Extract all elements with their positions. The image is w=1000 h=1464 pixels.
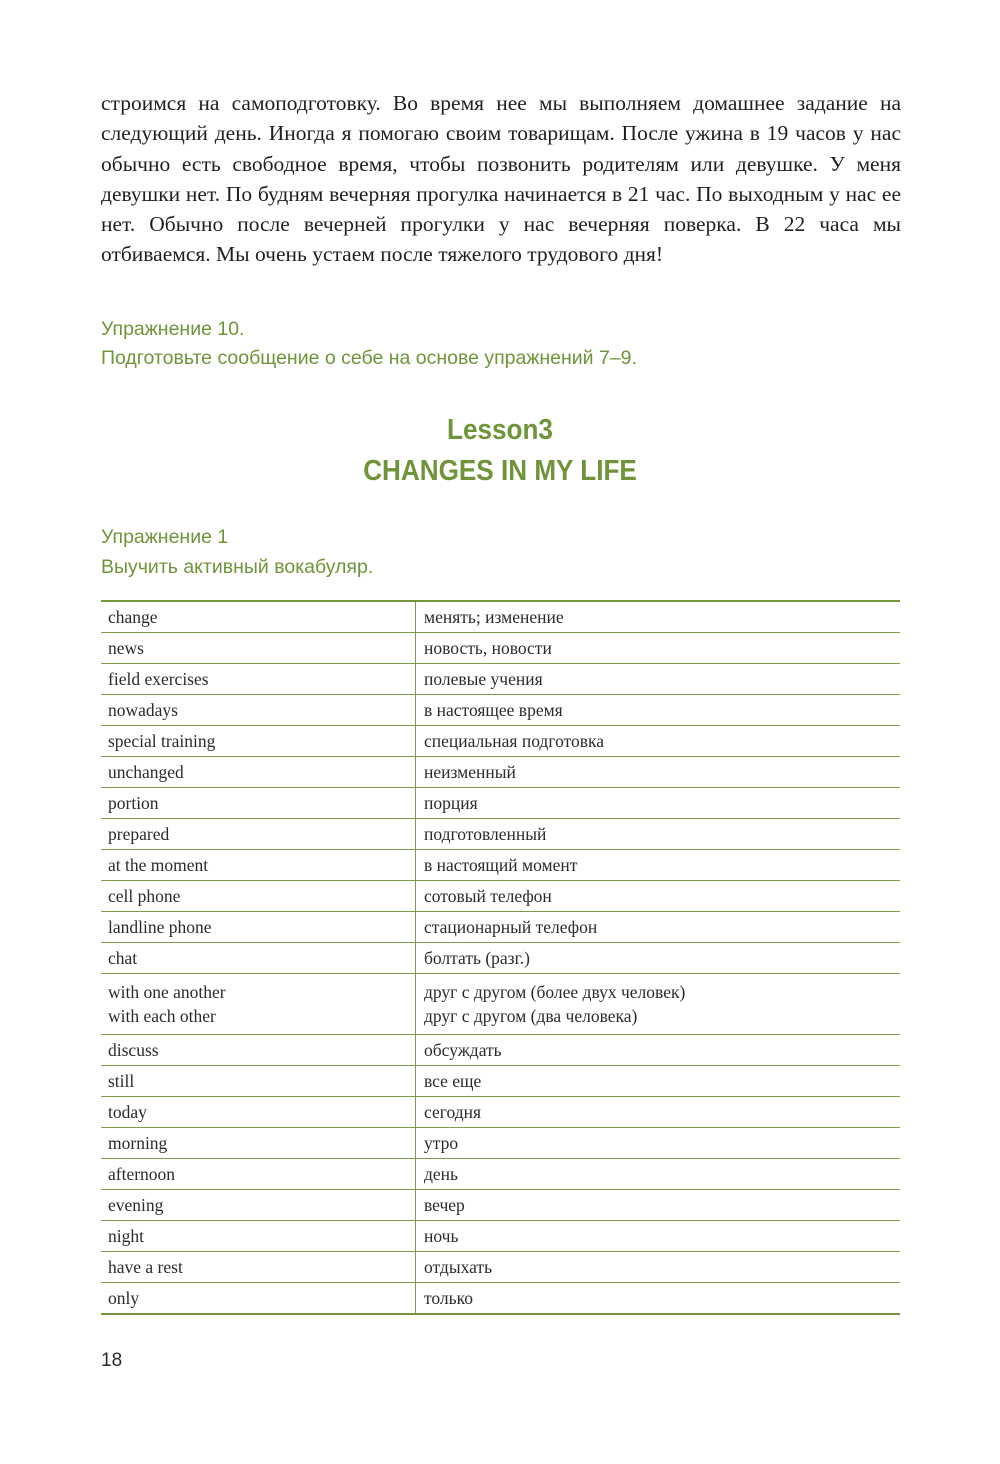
term-russian: ночь [416, 1221, 901, 1252]
table-row [101, 1252, 900, 1283]
table-row [101, 819, 900, 850]
term-russian: стационарный телефон [416, 912, 901, 943]
exercise-1-title: Упражнение 1 [101, 526, 229, 548]
exercise-1 [101, 522, 373, 582]
vocabulary-table [101, 600, 900, 1315]
term-russian: утро [416, 1128, 901, 1159]
table-row [101, 943, 900, 974]
table-row [101, 601, 900, 633]
term-russian: в настоящий момент [416, 850, 901, 881]
term-english: change [101, 601, 416, 633]
term-english: special training [101, 726, 416, 757]
term-russian: сегодня [416, 1097, 901, 1128]
term-russian: подготовленный [416, 819, 901, 850]
exercise-10-instruction: Подготовьте сообщение о себе на основе упражнений 7–9. [101, 347, 637, 369]
lesson-title: CHANGES IN MY LIFE [363, 455, 637, 487]
table-row [101, 974, 900, 1035]
table-row [101, 1035, 900, 1066]
term-english: at the moment [101, 850, 416, 881]
term-russian: отдыхать [416, 1252, 901, 1283]
table-row [101, 1066, 900, 1097]
table-row [101, 1159, 900, 1190]
term-russian: в настоящее время [416, 695, 901, 726]
term-english: portion [101, 788, 416, 819]
table-row [101, 726, 900, 757]
intro-paragraph: строимся на самоподготовку. Во время нее мы выполняем домашнее задание на следующий день. Иногда я помогаю своим товарищам. После ужина в 19 часов у нас обычно есть свободное время, чтобы позвонить родителям или девушке. У меня девушки нет. По будням вечерняя прогулка начинается в 21 час. По выходным у нас ее нет. Обычно после вечерней прогулки у нас вечерняя поверка. В 22 часа мы отбиваемся. Мы очень устаем после тяжелого трудового дня! [101, 91, 901, 267]
page-number: 18 [101, 1350, 123, 1371]
term-russian: специальная подготовка [416, 726, 901, 757]
lesson-number: Lesson3 [447, 414, 553, 446]
table-row [101, 1097, 900, 1128]
term-russian [416, 974, 901, 1035]
term-russian: неизменный [416, 757, 901, 788]
term-english: still [101, 1066, 416, 1097]
term-english: only [101, 1283, 416, 1315]
term-english: landline phone [101, 912, 416, 943]
term-russian: все еще [416, 1066, 901, 1097]
term-russian: сотовый телефон [416, 881, 901, 912]
term-russian: обсуждать [416, 1035, 901, 1066]
table-row [101, 664, 900, 695]
table-row [101, 850, 900, 881]
term-russian: день [416, 1159, 901, 1190]
exercise-10-title: Упражнение 10. [101, 318, 245, 340]
exercise-10 [101, 315, 637, 373]
term-russian: полевые учения [416, 664, 901, 695]
table-row [101, 1283, 900, 1315]
term-english: field exercises [101, 664, 416, 695]
term-english: nowadays [101, 695, 416, 726]
term-english: unchanged [101, 757, 416, 788]
term-english: morning [101, 1128, 416, 1159]
term-english: evening [101, 1190, 416, 1221]
table-row [101, 757, 900, 788]
table-row [101, 881, 900, 912]
table-row [101, 1128, 900, 1159]
term-russian-line: друг с другом (более двух человек) [424, 982, 686, 1002]
term-english: prepared [101, 819, 416, 850]
term-russian: порция [416, 788, 901, 819]
term-english: cell phone [101, 881, 416, 912]
table-row [101, 788, 900, 819]
term-russian-line: друг с другом (два человека) [424, 1006, 638, 1026]
term-english-line: with one another [108, 982, 226, 1002]
table-row [101, 1190, 900, 1221]
lesson-heading [50, 410, 950, 492]
term-russian: вечер [416, 1190, 901, 1221]
term-english: today [101, 1097, 416, 1128]
term-english: news [101, 633, 416, 664]
table-row [101, 695, 900, 726]
exercise-1-instruction: Выучить активный вокабуляр. [101, 556, 374, 578]
term-russian: новость, новости [416, 633, 901, 664]
term-english-line: with each other [108, 1006, 216, 1026]
term-english: have a rest [101, 1252, 416, 1283]
term-russian: болтать (разг.) [416, 943, 901, 974]
term-english: chat [101, 943, 416, 974]
table-row [101, 633, 900, 664]
term-russian: менять; изменение [416, 601, 901, 633]
term-russian: только [416, 1283, 901, 1315]
term-english: discuss [101, 1035, 416, 1066]
term-english [101, 974, 416, 1035]
term-english: night [101, 1221, 416, 1252]
term-english: afternoon [101, 1159, 416, 1190]
table-row [101, 1221, 900, 1252]
table-row [101, 912, 900, 943]
